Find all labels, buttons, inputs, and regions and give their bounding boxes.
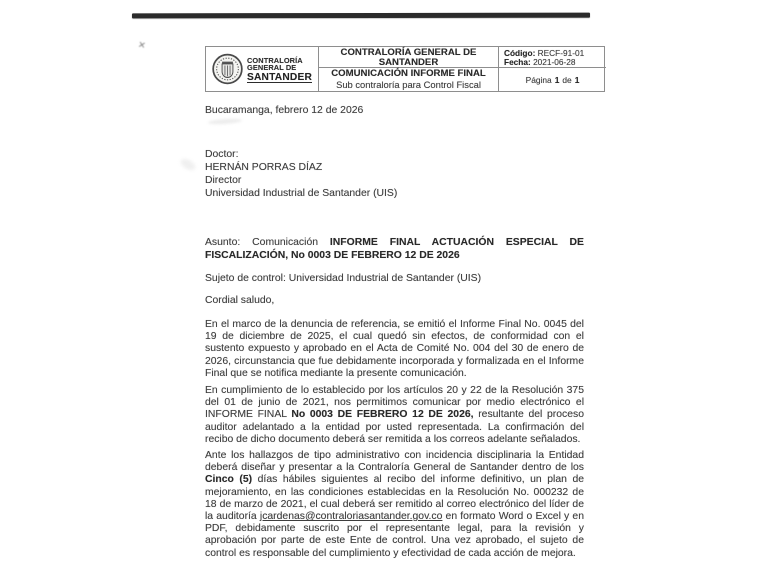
document-code-block xyxy=(499,47,606,68)
paragraph-2-text-b: resultante del proceso auditor adelantado a la entidad por usted representada. La confirmación del recibo de dicho documento deberá ser remitida a los correos adelante señalados. xyxy=(205,409,584,445)
control-subject-line: Sujeto de control: Universidad Industrial de Santander (UIS) xyxy=(205,273,482,284)
scan-edge-bar xyxy=(132,13,590,18)
letterhead-meta-cell xyxy=(498,47,606,91)
subject-lead: Comunicación xyxy=(252,237,318,248)
pagina-label: Página xyxy=(525,74,552,85)
pagina-sep: de xyxy=(562,74,572,85)
document-date xyxy=(504,58,606,67)
codigo-label: Código: xyxy=(504,47,536,58)
contraloria-seal-icon xyxy=(212,53,243,85)
scan-smudge xyxy=(179,157,197,173)
fecha-label: Fecha: xyxy=(504,56,531,67)
greeting-line: Cordial saludo, xyxy=(205,295,275,306)
paragraph-3 xyxy=(205,450,584,560)
letterhead-title-cell xyxy=(318,47,498,91)
city-date-line: Bucaramanga, febrero 12 de 2026 xyxy=(205,105,364,116)
subject-bold-text: INFORME FINAL ACTUACIÓN ESPECIAL DE FISCALIZACIÓN, No 0003 DE FEBRERO 12 DE 2026 xyxy=(205,237,584,261)
recipient-title: Director xyxy=(205,175,242,186)
logo-line-2: GENERAL DE xyxy=(247,63,297,73)
letterhead-table xyxy=(205,46,605,92)
logo-line-3: SANTANDER xyxy=(247,72,312,84)
logo-line-1: CONTRALORÍA xyxy=(247,55,303,65)
logo-wordmark xyxy=(247,55,312,84)
paragraph-3-text-c: en formato Word o Excel y en PDF, debidamente suscrito por el representante legal, para la revisión y aprobación por parte de este Ente de control. Una vez aprobado, el sujeto de control es responsable del cumplimiento y efectividad de cada acción de mejora. xyxy=(205,511,584,559)
recipient-salutation: Doctor: xyxy=(205,149,239,160)
paragraph-2-text-a: En cumplimiento de lo establecido por los artículos 20 y 22 de la Resolución 375 del 01 de junio de 2021, nos permitimos comunicar por medio electrónico el INFORME FINAL xyxy=(205,385,584,421)
recipient-block xyxy=(205,148,584,200)
org-name: CONTRALORÍA GENERAL DE SANTANDER xyxy=(319,47,498,68)
recipient-organization: Universidad Industrial de Santander (UIS) xyxy=(205,188,398,199)
paragraph-3-text-b: días hábiles siguientes al recibo del informe definitivo, un plan de mejoramiento, en las condiciones establecidas en la Resolución No. 000232 de 18 de marzo de 2021, el cual deberá ser remitido al correo electrónico del líder de la auditoría xyxy=(205,474,584,523)
department-name: Sub contraloría para Control Fiscal xyxy=(336,78,481,90)
paragraph-2 xyxy=(205,385,584,446)
pagina-total: 1 xyxy=(574,74,580,85)
page-indicator xyxy=(499,68,606,91)
recipient-name: HERNÁN PORRAS DÍAZ xyxy=(205,162,323,173)
codigo-value: RECF-91-01 xyxy=(537,47,585,58)
paragraph-3-bold: Cinco (5) xyxy=(205,474,253,486)
pagina-current: 1 xyxy=(554,74,560,85)
paragraph-1: En el marco de la denuncia de referencia, se emitió el Informe Final No. 0045 del 19 de diciembre de 2025, el cual quedó sin efectos, de conformidad con el sustento expuesto y aprobado en el Acta de Comité No. 004 del 30 de enero de 2026, circunstancia que fue debidamente incorporada y formalizada en el Informe Final que se notifica mediante la presente comunicación. xyxy=(205,319,584,379)
paragraph-2-bold: No 0003 DE FEBRERO 12 DE 2026, xyxy=(291,409,474,421)
paragraph-3-text-a: Ante los hallazgos de tipo administrativo con incidencia disciplinaria la Entidad deberá diseñar y presentar a la Contraloría General de Santander dentro de los xyxy=(205,450,584,474)
letterhead-logo-cell xyxy=(206,47,318,91)
subject-line xyxy=(205,237,584,262)
auditor-email-text: jcardenas@contraloriasantander.gov.co xyxy=(259,511,443,523)
fecha-value: 2021-06-28 xyxy=(533,56,576,67)
pencil-mark-artifact: ✕ xyxy=(137,39,147,51)
subject-label: Asunto: xyxy=(205,237,241,248)
document-type-block xyxy=(319,68,498,91)
document-type: COMUNICACIÓN INFORME FINAL xyxy=(331,68,486,79)
scan-smudge xyxy=(208,118,242,125)
